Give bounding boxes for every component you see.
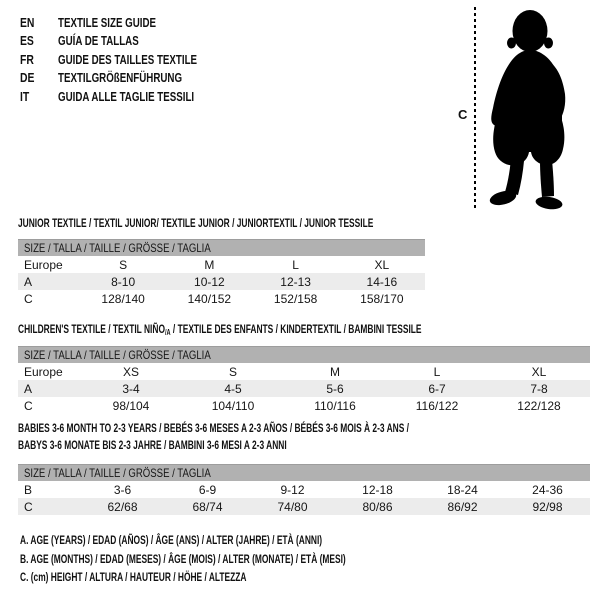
legend-line-a: A. AGE (YEARS) / EDAD (AÑOS) / ÂGE (ANS) / ALTER (JAHRE) / ETÀ (ANNI) <box>20 533 323 548</box>
table-cell: M <box>330 364 340 379</box>
table-cell: 68/74 <box>192 499 223 514</box>
table-cell: 4-5 <box>224 381 242 396</box>
table-cell: L <box>292 257 299 272</box>
table-cell: 14-16 <box>366 274 398 289</box>
table-cell: 9-12 <box>280 482 305 497</box>
row-label: A <box>24 274 33 289</box>
table-row <box>18 273 425 290</box>
table-cell: 12-18 <box>362 482 393 497</box>
table-header-band: SIZE / TALLA / TAILLE / GRÖSSE / TAGLIA <box>18 465 590 482</box>
table-cell: XS <box>122 364 139 379</box>
table-cell: 18-24 <box>447 482 478 497</box>
lang-label: TEXTILGRÖßENFÜHRUNG <box>58 70 183 86</box>
table-row <box>18 481 590 498</box>
table-cell: XL <box>531 364 547 379</box>
table-cell: 62/68 <box>107 499 138 514</box>
table-cell: 8-10 <box>111 274 136 289</box>
lang-label: GUÍA DE TALLAS <box>58 33 139 49</box>
table-cell: M <box>204 257 215 272</box>
section-title-babies: BABIES 3-6 MONTH TO 2-3 YEARS / BEBÉS 3-6 MESES A 2-3 AÑOS / BÉBÉS 3-6 MOIS À 2-3 ANS / BABYS 3-6 MONATE BIS 2-3 JAHRE / BAMBINI 3-6 MESI A 2-3 ANNI <box>18 421 410 452</box>
table-row <box>18 380 590 397</box>
table-cell: 158/170 <box>360 291 404 306</box>
table-row <box>18 256 425 273</box>
lang-row-es <box>20 32 243 51</box>
table-cell: 98/104 <box>112 398 150 413</box>
children-size-table <box>18 346 590 414</box>
lang-row-it <box>20 87 243 106</box>
table-cell: XL <box>374 257 390 272</box>
row-label: Europe <box>24 257 63 272</box>
table-cell: 116/122 <box>415 398 459 413</box>
table-row <box>18 363 590 380</box>
table-cell: 5-6 <box>326 381 344 396</box>
height-dashed-line <box>474 7 476 210</box>
table-cell: 122/128 <box>517 398 561 413</box>
table-cell: 10-12 <box>194 274 225 289</box>
babies-size-table <box>18 464 590 515</box>
row-label: B <box>24 482 33 497</box>
table-cell: 86/92 <box>447 499 478 514</box>
lang-code: FR <box>20 51 34 67</box>
lang-row-fr <box>20 50 243 69</box>
legend-line-c: C. (cm) HEIGHT / ALTURA / HAUTEUR / HÖHE / ALTEZZA <box>20 570 247 585</box>
table-cell: 140/152 <box>187 291 232 306</box>
title-subscript: /A <box>164 328 171 337</box>
table-cell: 6-9 <box>198 482 217 497</box>
row-label: C <box>24 398 33 413</box>
table-cell: 6-7 <box>428 381 446 396</box>
row-label: C <box>24 291 33 306</box>
row-label: C <box>24 499 33 514</box>
section-title-junior: JUNIOR TEXTILE / TEXTIL JUNIOR/ TEXTILE JUNIOR / JUNIORTEXTIL / JUNIOR TESSILE <box>18 216 374 230</box>
lang-label: TEXTILE SIZE GUIDE <box>58 14 157 30</box>
table-cell: 152/158 <box>273 291 318 306</box>
table-header-band: SIZE / TALLA / TAILLE / GRÖSSE / TAGLIA <box>18 347 590 364</box>
table-cell: 104/110 <box>211 398 255 413</box>
table-cell: 24-36 <box>532 482 563 497</box>
table-cell: S <box>228 364 237 379</box>
table-cell: 110/116 <box>314 398 356 413</box>
lang-row-de <box>20 69 243 88</box>
table-cell: L <box>433 364 441 379</box>
lang-label: GUIDA ALLE TAGLIE TESSILI <box>58 88 195 104</box>
table-row <box>18 397 590 414</box>
height-marker-label: C <box>458 107 468 122</box>
language-guide-block <box>20 13 243 106</box>
table-cell: 80/86 <box>362 499 393 514</box>
lang-row-en <box>20 13 243 32</box>
row-label: A <box>24 381 33 396</box>
table-row <box>18 498 590 515</box>
table-cell: 12-13 <box>280 274 311 289</box>
table-cell: 7-8 <box>530 381 548 396</box>
legend-block <box>20 531 485 587</box>
section-title-children: CHILDREN'S TEXTILE / TEXTIL NIÑO/A / TEXTILE DES ENFANTS / KINDERTEXTIL / BAMBINI TESSILE <box>18 322 422 337</box>
lang-code: DE <box>20 70 35 86</box>
row-label: Europe <box>24 364 63 379</box>
legend-line-b: B. AGE (MONTHS) / EDAD (MESES) / ÂGE (MOIS) / ALTER (MONATE) / ETÀ (MESI) <box>20 551 346 566</box>
lang-code: IT <box>20 88 30 104</box>
lang-code: EN <box>20 14 35 30</box>
table-row <box>18 290 425 307</box>
lang-label: GUIDE DES TAILLES TEXTILE <box>58 51 198 67</box>
table-cell: 128/140 <box>101 291 145 306</box>
table-cell: S <box>119 257 128 272</box>
table-cell: 92/98 <box>532 499 563 514</box>
baby-silhouette-icon <box>484 6 568 210</box>
table-header-band: SIZE / TALLA / TAILLE / GRÖSSE / TAGLIA <box>18 240 425 257</box>
junior-size-table <box>18 239 425 307</box>
table-cell: 3-6 <box>113 482 132 497</box>
table-cell: 3-4 <box>122 381 140 396</box>
table-cell: 74/80 <box>277 499 308 514</box>
lang-code: ES <box>20 33 34 49</box>
